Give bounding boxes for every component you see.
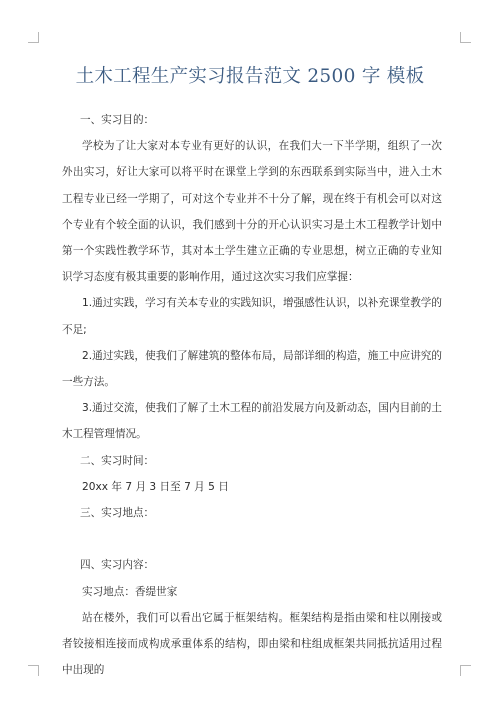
section-heading-time: 二、实习时间： bbox=[80, 454, 155, 467]
paragraph-purpose-intro: 学校为了让大家对本专业有更好的认识，在我们大一下半学期，组织了一次外出实习，好让大家可以将平时在课堂上学到的东西联系到实际当中，进入土木工程专业已经一学期了，可对这个专业并不十分了解，现在终于有机会可以对这个专业有个较全面的认识，我们感到十分的开心认识实习是土木工程教学计划中第一个实践性教学环节，其对本土学生建立正确的专业思想，树立正确的专业知识学习态度有极其重要的影响作用，通过这次实习我们应掌握： bbox=[62, 140, 442, 284]
section-heading-location: 三、实习地点： bbox=[80, 507, 155, 520]
paragraph-goal-2: 2.通过实践，使我们了解建筑的整体布局，局部详细的构造，施工中应讲究的一些方法。 bbox=[62, 349, 442, 389]
document-body bbox=[62, 107, 442, 683]
crop-mark-top-right bbox=[460, 32, 471, 43]
paragraph-structure: 站在楼外，我们可以看出它属于框架结构。框架结构是指由梁和柱以刚接或者铰接相连接而成构成承重体系的结构，即由梁和柱组成框架共同抵抗适用过程中出现的 bbox=[62, 611, 442, 677]
paragraph-time: 20xx 年 7 月 3 日至 7 月 5 日 bbox=[82, 480, 229, 493]
crop-mark-top-left bbox=[28, 32, 39, 43]
section-heading-purpose: 一、实习目的： bbox=[80, 114, 155, 126]
paragraph-goal-3: 3.通过交流，使我们了解了土木工程的前沿发展方向及新动态，国内目前的土木工程管理情况。 bbox=[62, 402, 442, 441]
blank-line bbox=[62, 526, 442, 552]
document-title: 土木工程生产实习报告范文 2500 字 模板 bbox=[75, 66, 425, 87]
paragraph-site: 实习地点：香缇世家 bbox=[82, 585, 178, 598]
section-heading-content: 四、实习内容： bbox=[80, 559, 155, 572]
paragraph-goal-1: 1.通过实践，学习有关本专业的实践知识，增强感性认识，以补充课堂教学的不足; bbox=[62, 297, 442, 336]
crop-mark-bottom-left bbox=[28, 665, 39, 676]
crop-mark-bottom-right bbox=[460, 665, 471, 676]
